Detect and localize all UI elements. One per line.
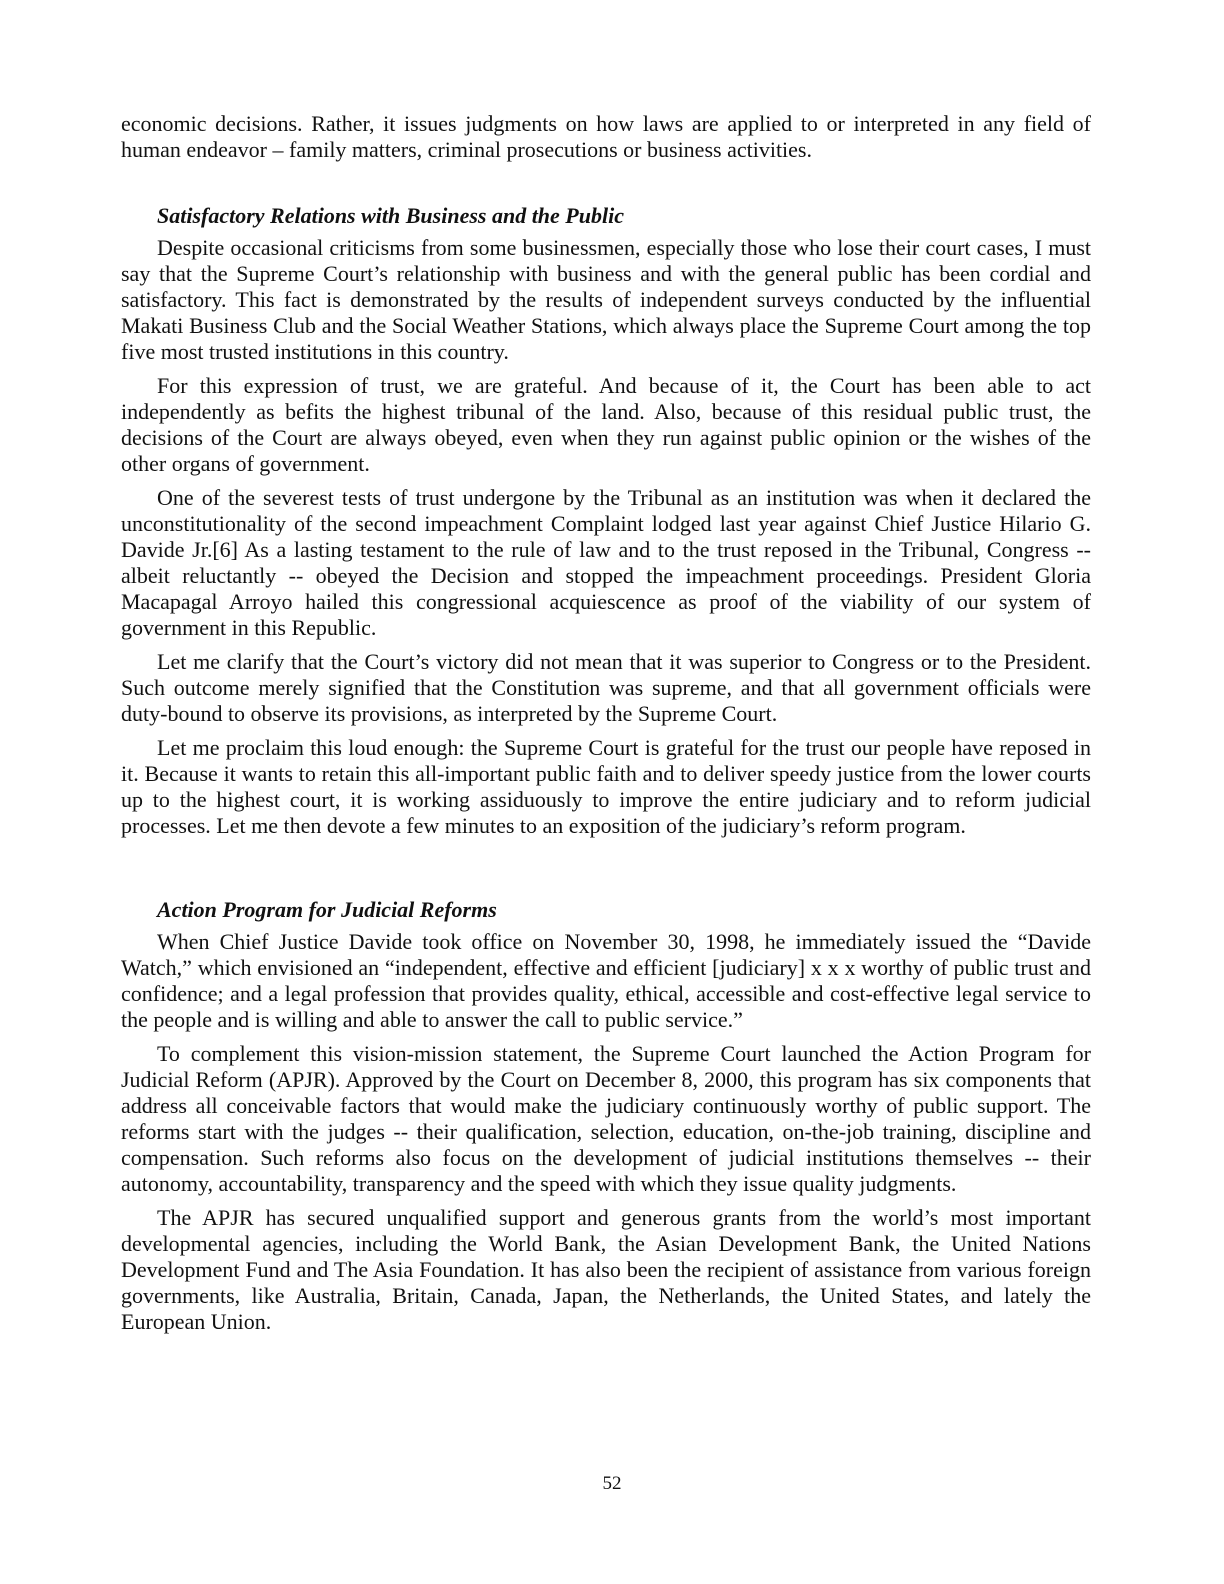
paragraph: For this expression of trust, we are grateful. And because of it, the Court has been able to act independently as befits the highest tribunal of the land. Also, because of this residual public trust, the decisions of the Court are always obeyed, even when they run against public opinion or the wishes of the other organs of government. xyxy=(121,373,1091,476)
paragraph: The APJR has secured unqualified support and generous grants from the world’s most important developmental agencies, including the World Bank, the Asian Development Bank, the United Nations Development Fund and The Asia Foundation. It has also been the recipient of assistance from various foreign governments, like Australia, Britain, Canada, Japan, the Netherlands, the United States, and lately the European Union. xyxy=(121,1205,1091,1334)
section-heading-business-relations: Satisfactory Relations with Business and the Public xyxy=(157,203,624,228)
paragraph: Let me clarify that the Court’s victory did not mean that it was superior to Congress or to the President. Such outcome merely signified that the Constitution was supreme, and that all government officials were duty-bound to observe its provisions, as interpreted by the Supreme Court. xyxy=(121,649,1091,726)
paragraph: One of the severest tests of trust undergone by the Tribunal as an institution was when it declared the unconstitutionality of the second impeachment Complaint lodged last year against Chief Justice Hilario G. Davide Jr.[6] As a lasting testament to the rule of law and to the trust reposed in the Tribunal, Congress -- albeit reluctantly -- obeyed the Decision and stopped the impeachment proceedings. President Gloria Macapagal Arroyo hailed this congressional acquiescence as proof of the viability of our system of government in this Republic. xyxy=(121,485,1091,640)
paragraph: Let me proclaim this loud enough: the Supreme Court is grateful for the trust our people have reposed in it. Because it wants to retain this all-important public faith and to deliver speedy justice from the lower courts up to the highest court, it is working assiduously to improve the entire judiciary and to reform judicial processes. Let me then devote a few minutes to an exposition of the judiciary’s reform program. xyxy=(121,735,1091,838)
paragraph-continuation: economic decisions. Rather, it issues judgments on how laws are applied to or interpreted in any field of human endeavor – family matters, criminal prosecutions or business activities. xyxy=(121,111,1091,162)
paragraph: When Chief Justice Davide took office on November 30, 1998, he immediately issued the “Davide Watch,” which envisioned an “independent, effective and efficient [judiciary] x x x worthy of public trust and confidence; and a legal profession that provides quality, ethical, accessible and cost-effective legal service to the people and is willing and able to answer the call to public service.” xyxy=(121,929,1091,1032)
document-body xyxy=(121,111,1091,1335)
paragraph: To complement this vision-mission statement, the Supreme Court launched the Action Program for Judicial Reform (APJR). Approved by the Court on December 8, 2000, this program has six components that address all conceivable factors that would make the judiciary continuously worthy of public support. The reforms start with the judges -- their qualification, selection, education, on-the-job training, discipline and compensation. Such reforms also focus on the development of judicial institutions themselves -- their autonomy, accountability, transparency and the speed with which they issue quality judgments. xyxy=(121,1041,1091,1196)
paragraph: Despite occasional criticisms from some businessmen, especially those who lose their court cases, I must say that the Supreme Court’s relationship with business and with the general public has been cordial and satisfactory. This fact is demonstrated by the results of independent surveys conducted by the influential Makati Business Club and the Social Weather Stations, which always place the Supreme Court among the top five most trusted institutions in this country. xyxy=(121,235,1091,364)
section-heading-judicial-reforms: Action Program for Judicial Reforms xyxy=(157,897,497,922)
page-number: 52 xyxy=(602,1473,622,1494)
